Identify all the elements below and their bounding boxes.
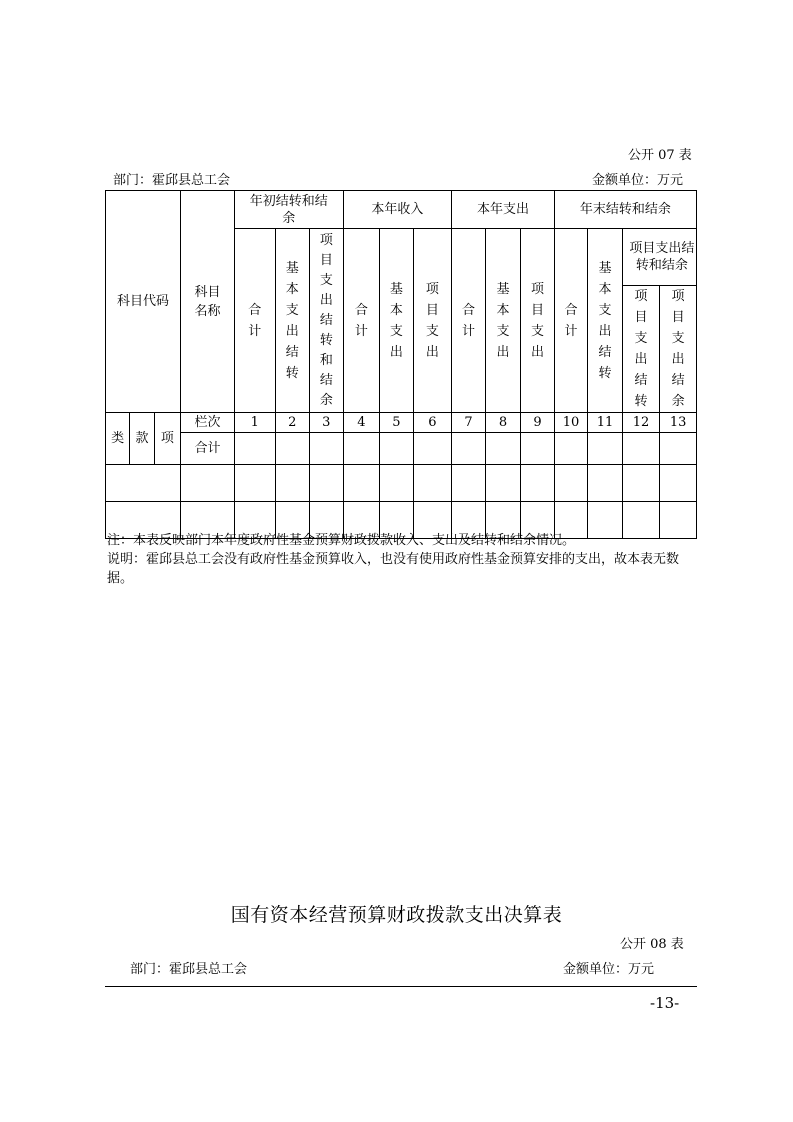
kuan-header: 款 [130, 413, 154, 465]
department-label-08: 部门：霍邱县总工会 [130, 962, 248, 977]
expense-header: 本年支出 [452, 191, 555, 229]
form-number-08: 公开 08 表 [620, 937, 684, 952]
table-row [106, 465, 697, 502]
column-number: 9 [521, 413, 555, 433]
column-number: 11 [588, 413, 623, 433]
lei-header: 类 [106, 413, 130, 465]
expense-basic-header: 基本支出 [485, 229, 521, 413]
opening-total-header: 合计 [234, 229, 275, 413]
page-number: -13- [650, 994, 680, 1012]
column-number: 2 [275, 413, 310, 433]
department-label-07: 部门：霍邱县总工会 [113, 173, 231, 188]
income-project-header: 项目支出 [413, 229, 452, 413]
subject-code-header: 科目代码 [106, 191, 181, 413]
unit-label-08: 金额单位：万元 [563, 962, 655, 977]
column-number: 8 [485, 413, 521, 433]
column-number: 12 [622, 413, 660, 433]
table-note: 注：本表反映部门本年度政府性基金预算财政拨款收入、支出及结转和结余情况。 [107, 533, 576, 548]
closing-basic-carry-header: 基本支出结转 [588, 229, 623, 413]
unit-label-07: 金额单位：万元 [592, 173, 684, 188]
closing-balance-header: 年末结转和结余 [554, 191, 696, 229]
column-number: 4 [343, 413, 380, 433]
closing-project-group-header: 项目支出结转和结余 [622, 229, 696, 286]
table-explanation: 说明：霍邱县总工会没有政府性基金预算收入，也没有使用政府性基金预算安排的支出，故本表无数据。 [107, 552, 680, 586]
closing-project-carry-header: 项目支出结转 [622, 286, 660, 413]
column-number: 6 [413, 413, 452, 433]
fund-budget-table [105, 190, 697, 539]
expense-total-header: 合计 [452, 229, 486, 413]
opening-project-header: 项目支出结转和结余 [310, 229, 344, 413]
column-index-label: 栏次 [181, 413, 235, 433]
subject-name-header: 科目名称 [181, 191, 235, 413]
column-number: 7 [452, 413, 486, 433]
income-basic-header: 基本支出 [380, 229, 414, 413]
page-title-08: 国有资本经营预算财政拨款支出决算表 [230, 904, 563, 926]
column-number: 1 [234, 413, 275, 433]
column-number: 10 [554, 413, 588, 433]
footer-rule [105, 986, 697, 987]
column-number: 13 [660, 413, 697, 433]
column-number: 3 [310, 413, 344, 433]
income-header: 本年收入 [343, 191, 452, 229]
income-total-header: 合计 [343, 229, 380, 413]
opening-basic-carry-header: 基本支出结转 [275, 229, 310, 413]
xiang-header: 项 [154, 413, 180, 465]
expense-project-header: 项目支出 [521, 229, 555, 413]
closing-total-header: 合计 [554, 229, 588, 413]
form-number-07: 公开 07 表 [628, 148, 692, 163]
column-number: 5 [380, 413, 414, 433]
closing-project-balance-header: 项目支出结余 [660, 286, 697, 413]
total-row-label: 合计 [181, 433, 235, 465]
opening-balance-header: 年初结转和结余 [234, 191, 343, 229]
